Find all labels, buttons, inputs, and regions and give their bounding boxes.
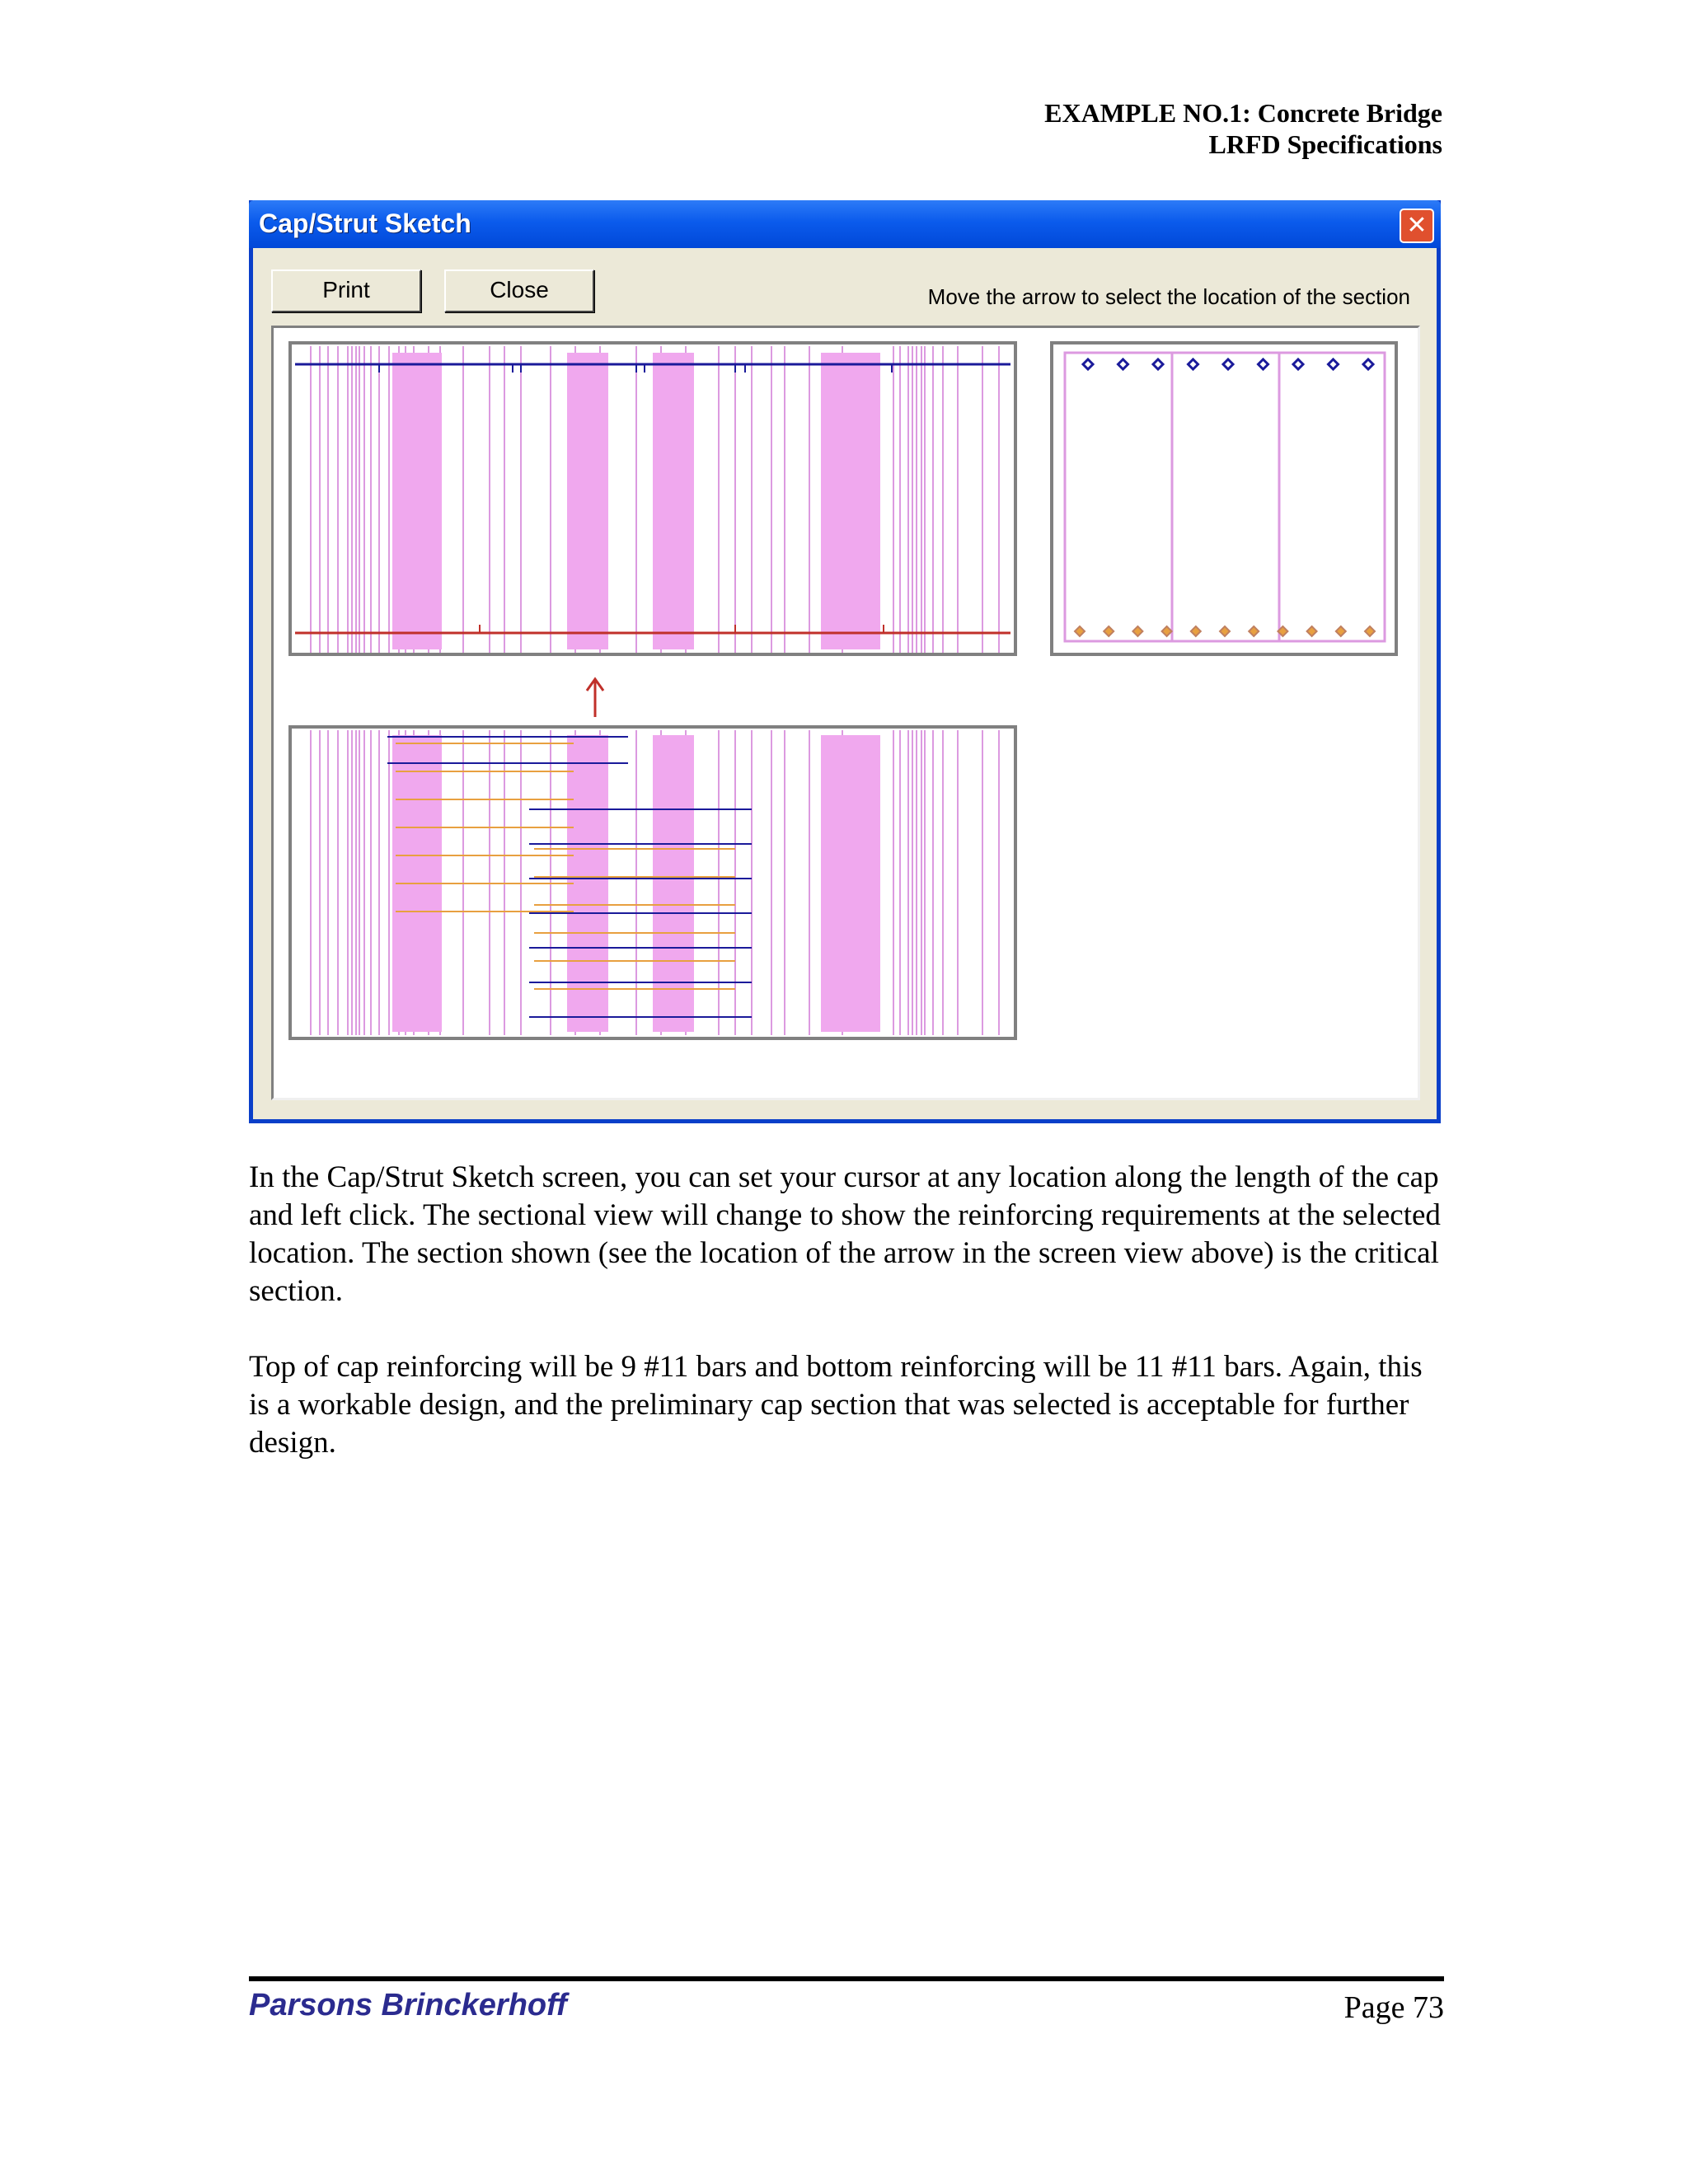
footer-company: Parsons Brinckerhoff	[249, 1988, 567, 2022]
header-title: EXAMPLE NO.1: Concrete Bridge	[1044, 98, 1442, 128]
sketch-canvas[interactable]	[271, 326, 1420, 1100]
print-button[interactable]: Print	[271, 269, 421, 312]
close-button[interactable]: Close	[444, 269, 594, 312]
paragraph-1: In the Cap/Strut Sketch screen, you can set your cursor at any location along the length of the cap and left click. The sectional view will change to show the reinforcing requirements at the selected location. The section shown (see the location of the arrow in the screen view above) is the critical section.	[249, 1160, 1441, 1308]
plan-column-band	[653, 735, 694, 1032]
cap-strut-sketch-window	[249, 200, 1441, 1123]
plan-column-band	[821, 735, 880, 1032]
column-band	[392, 353, 442, 649]
column-band	[567, 353, 608, 649]
section-view	[1052, 343, 1396, 654]
title-bar	[249, 200, 1441, 248]
footer-rule	[249, 1976, 1444, 1981]
close-window-icon[interactable]: ✕	[1400, 209, 1434, 243]
header-subtitle: LRFD Specifications	[1208, 129, 1442, 159]
paragraph-2: Top of cap reinforcing will be 9 #11 bars and bottom reinforcing will be 11 #11 bars. Again, this is a workable design, and the preliminary cap section that was selected is acceptable for further design.	[249, 1350, 1423, 1460]
instruction-text: Move the arrow to select the location of the section	[927, 284, 1410, 309]
page-header	[1044, 97, 1442, 160]
column-band	[821, 353, 880, 649]
footer-page-number: Page 73	[1343, 1990, 1444, 2025]
column-band	[653, 353, 694, 649]
window-title: Cap/Strut Sketch	[259, 209, 471, 238]
sketch-drawing[interactable]	[274, 328, 1418, 1098]
